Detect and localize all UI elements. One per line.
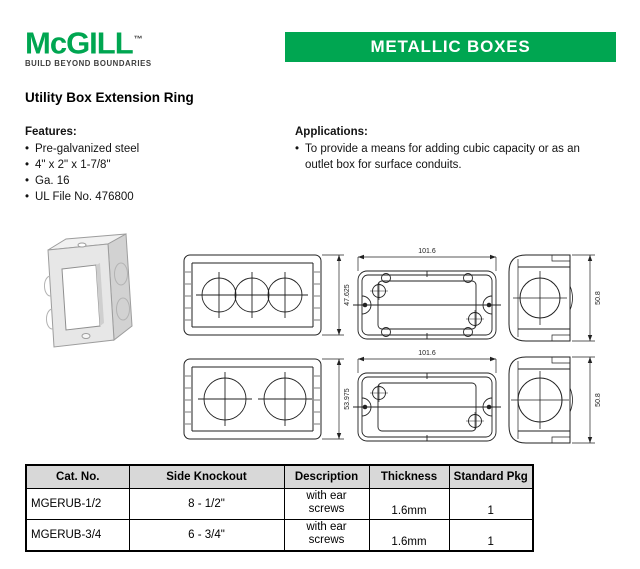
drawing-row2-top-view: [353, 346, 505, 448]
brand-text: McGILL: [25, 25, 133, 61]
application-text: To provide a means for adding cubic capacity or as an outlet box for surface conduits.: [305, 143, 580, 171]
arrowhead: [588, 335, 592, 341]
dimension-lines: [358, 359, 496, 373]
arrowhead: [588, 255, 592, 261]
cell-side-knockout: 6 - 3/4": [129, 520, 284, 552]
brand-wordmark: [25, 25, 152, 61]
bullet-glyph: •: [25, 143, 30, 155]
arrowhead: [358, 255, 364, 259]
category-banner: METALLIC BOXES: [285, 32, 616, 62]
description-text: with ear screws: [306, 521, 347, 546]
edge-ticks: [185, 376, 320, 424]
bullet-glyph: •: [25, 159, 30, 171]
photo-screw-hole: [82, 334, 90, 339]
mcgill-logo: [25, 25, 152, 68]
dimension-lines: [322, 359, 344, 439]
table-row: [26, 489, 533, 520]
bullet-glyph: •: [25, 175, 30, 187]
cell-description: [284, 520, 369, 552]
arrowhead: [358, 357, 364, 361]
dimension-lines: [572, 357, 595, 443]
feature-text: Pre-galvanized steel: [35, 143, 140, 155]
top-view-outline: [353, 373, 501, 441]
cell-description: [284, 489, 369, 520]
brand-tagline: BUILD BEYOND BOUNDARIES: [25, 59, 152, 69]
feature-text: Ga. 16: [35, 175, 70, 187]
page-title: Utility Box Extension Ring: [25, 90, 194, 105]
feature-item: [25, 173, 275, 189]
cell-cat-no: MGERUB-3/4: [26, 520, 129, 552]
description-text: with ear screws: [306, 490, 347, 515]
cell-side-knockout: 8 - 1/2": [129, 489, 284, 520]
product-photo-extension-ring: [26, 214, 154, 362]
arrowhead: [490, 357, 496, 361]
dimension-lines: [322, 255, 344, 335]
dimension-label-width: 101.6: [418, 350, 436, 357]
arrowhead: [337, 433, 341, 439]
application-item: [295, 141, 630, 173]
header-thickness: Thickness: [369, 465, 449, 489]
drawing-row1-side-view: [181, 248, 353, 346]
top-view-outline: [353, 271, 501, 339]
arrowhead: [490, 255, 496, 259]
edge-ticks: [185, 272, 320, 320]
header-side-knockout: Side Knockout: [129, 465, 284, 489]
feature-text: 4" x 2" x 1-7/8": [35, 159, 111, 171]
drawing-row2-side-view: [181, 352, 353, 450]
dimension-lines: [572, 255, 595, 341]
trademark-symbol: ™: [133, 34, 143, 44]
features-heading: Features:: [25, 126, 77, 138]
drawing-row2-end-view: [502, 352, 604, 450]
photo-screw-hole: [78, 243, 86, 247]
feature-item: [25, 141, 275, 157]
spec-table: [25, 464, 534, 552]
bullet-glyph: •: [295, 143, 300, 155]
arrowhead: [337, 329, 341, 335]
table-header-row: [26, 465, 533, 489]
drawing-row1-top-view: [353, 244, 505, 346]
cell-thickness: 1.6mm: [369, 489, 449, 520]
dimension-label-height: 50.8: [595, 393, 602, 407]
header-cat-no: Cat. No.: [26, 465, 129, 489]
knockout-circles: [196, 272, 308, 318]
dimension-label-height: 50.8: [595, 291, 602, 305]
arrowhead: [337, 359, 341, 365]
dimension-label-height: 47.625: [344, 284, 351, 306]
screw-dot: [363, 303, 368, 308]
feature-text: UL File No. 476800: [35, 191, 134, 203]
end-view-outline: [509, 255, 573, 341]
dimension-label-height: 53.975: [344, 388, 351, 410]
cell-thickness: 1.6mm: [369, 520, 449, 552]
feature-item: [25, 189, 275, 205]
screw-dot: [487, 303, 492, 308]
cell-standard-pkg: 1: [449, 520, 533, 552]
knockout-circles: [198, 372, 312, 426]
header-description: Description: [284, 465, 369, 489]
arrowhead: [588, 357, 592, 363]
applications-heading: Applications:: [295, 126, 368, 138]
photo-opening: [62, 265, 100, 330]
header-standard-pkg: Standard Pkg: [449, 465, 533, 489]
arrowhead: [588, 437, 592, 443]
cell-cat-no: MGERUB-1/2: [26, 489, 129, 520]
table-row: [26, 520, 533, 552]
screw-dot: [363, 405, 368, 410]
screw-dot: [487, 405, 492, 410]
cell-standard-pkg: 1: [449, 489, 533, 520]
feature-item: [25, 157, 275, 173]
dimension-lines: [358, 257, 496, 271]
dimension-label-width: 101.6: [418, 248, 436, 255]
features-section: [25, 126, 275, 205]
end-view-outline: [509, 357, 573, 443]
bullet-glyph: •: [25, 191, 30, 203]
drawing-row1-end-view: [502, 250, 604, 348]
arrowhead: [337, 255, 341, 261]
applications-section: [295, 126, 630, 173]
